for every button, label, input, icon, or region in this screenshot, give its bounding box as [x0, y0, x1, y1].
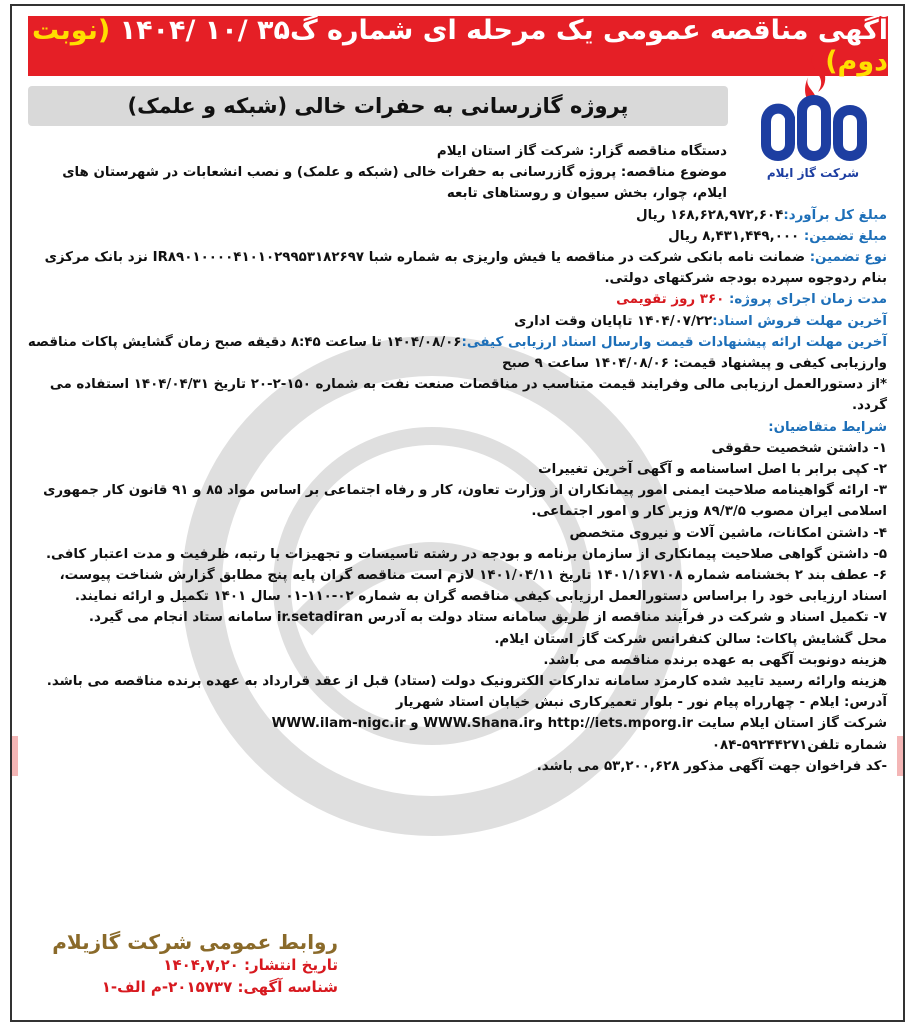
signature: روابط عمومی شرکت گازیلام — [52, 930, 338, 954]
opening-value: ۱۴۰۴/۰۸/۰۶ ساعت ۹ صبح — [501, 356, 669, 372]
condition-item: ۲- کپی برابر با اصل اساسنامه و آگهی آخرین تغییرات — [538, 462, 887, 478]
condition-item: ۴- داشتن امکانات، ماشین آلات و نیروی متخصص — [569, 525, 887, 541]
websites: شرکت گاز استان ایلام سایت http://iets.mporg.ir وWWW.Shana.ir و WWW.ilam-nigc.ir — [271, 716, 887, 732]
notice-body — [27, 141, 887, 777]
condition-item: ۶- عطف بند ۲ بخشنامه شماره ۱۴۰۱/۱۶۷۱۰۸ تاریخ ۱۴۰۱/۰۴/۱۱ لازم است مناقصه گران پایه پنج مطابق گزارش شناخت پیوست، اسناد ارزیابی خود را براساس دستورالعمل ارزیابی کیفی مناقصه گران به شماره ۰۲-۱۱۰-۰۱ سال ۱۴۰۱ تکمیل و ارائه نمایند. — [59, 568, 887, 605]
intro-block — [27, 141, 887, 205]
project-subtitle: پروژه گازرسانی به حفرات خالی (شبکه و علمک) — [127, 94, 629, 118]
guarantee-value: ۸,۴۳۱,۴۴۹,۰۰۰ ریال — [668, 228, 800, 244]
sales-deadline-label: آخرین مهلت فروش اسناد: — [712, 313, 887, 329]
logo-caption: شرکت گاز ایلام — [766, 166, 860, 180]
estimate-row — [27, 205, 887, 226]
submit-deadline-time: تا ساعت ۸:۴۵ دقیقه صبح — [214, 334, 382, 350]
subtitle-banner — [28, 86, 728, 126]
duration-row — [27, 289, 887, 310]
duration-value: ۳۶۰ روز تقویمی — [616, 292, 725, 308]
submit-deadline-label: آخرین مهلت ارائه پیشنهادات قیمت وارسال اسناد ارزیابی کیفی: — [461, 334, 887, 350]
subject: موضوع مناقصه: پروژه گازرسانی به حفرات خالی (شبکه و علمک) و نصب انشعابات در شهرستان های ایلام، چوار، بخش سیوان و روستاهای تابعه — [62, 165, 727, 202]
condition-item: ۳- ارائه گواهینامه صلاحیت ایمنی امور پیمانکاران از وزارت تعاون، کار و رفاه اجتماعی بر اساس مواد ۸۵ و ۹۱ قانون کار جمهوری اسلامی ایران مصوب ۸۹/۳/۵ وزیر کار و امور اجتماعی. — [43, 483, 887, 520]
code-value: ۵۳,۲۰۰,۶۲۸ — [603, 758, 680, 774]
estimate-value: ۱۶۸,۶۲۸,۹۷۲,۶۰۴ ریال — [635, 207, 784, 223]
left-edge-mark — [12, 736, 18, 776]
ad-cost: هزینه دونوبت آگهی به عهده برنده مناقصه می باشد. — [543, 652, 887, 668]
tender-notice — [10, 4, 905, 1022]
sales-deadline-row — [27, 311, 887, 332]
guarantee-label: مبلغ تضمین: — [803, 228, 887, 244]
organizer: دستگاه مناقصه گزار: شرکت گاز استان ایلام — [436, 144, 727, 159]
conditions-title: شرایط متقاضیان: — [768, 419, 887, 435]
fee-note: هزینه وارائه رسید تایید شده کارمزد سامانه تدارکات الکترونیک دولت (ستاد) قبل از عقد قرارداد به عهده برنده مناقصه می باشد. — [46, 674, 887, 690]
guarantee-row — [27, 226, 887, 247]
code-suffix: می باشد. — [536, 758, 600, 774]
submit-deadline-row — [27, 332, 887, 374]
opening-text: زمان گشایش پاکات مناقصه وارزیابی کیفی و پیشنهاد قیمت: — [27, 334, 887, 372]
code-label: -کد فراخوان جهت آگهی مذکور — [684, 758, 887, 774]
opening-place: محل گشایش پاکات: سالن کنفرانس شرکت گاز استان ایلام. — [494, 631, 887, 647]
round-label: (نوبت دوم) — [32, 15, 888, 77]
evaluation-note: *از دستورالعمل ارزیابی مالی وفرایند قیمت متناسب در مناقصات صنعت نفت به شماره ۱۵۰-۲-۲۰ تاریخ ۱۴۰۴/۰۴/۳۱ استفاده می گردد. — [49, 377, 887, 414]
call-code-row — [27, 756, 887, 777]
phone: شماره تلفن۵۹۲۴۴۲۷۱-۰۸۴ — [711, 737, 887, 753]
right-edge-mark — [897, 736, 903, 776]
condition-item: ۱- داشتن شخصیت حقوقی — [711, 440, 887, 456]
ad-id: شناسه آگهی: ۲۰۱۵۷۳۷-م الف-۱ — [101, 978, 338, 996]
publish-date: تاریخ انتشار: ۱۴۰۴,۷,۲۰ — [163, 956, 338, 974]
guarantee-type-label: نوع تضمین: — [809, 250, 887, 266]
condition-item: ۵- داشتن گواهی صلاحیت پیمانکاری از سازمان برنامه و بودجه در رشته تاسیسات و تجهیزات با رتبه، ظرفیت و مدت اعتبار کافی. — [45, 546, 887, 562]
submit-deadline-date: ۱۴۰۴/۰۸/۰۶ — [386, 334, 462, 350]
estimate-label: مبلغ کل برآورد: — [783, 207, 887, 223]
notice-title: آگهی مناقصه عمومی یک مرحله ای شماره گ۳۵ /۱۰ /۱۴۰۴ (نوبت دوم) — [32, 15, 888, 77]
guarantee-type-text: ضمانت نامه بانکی شرکت در مناقصه یا فیش واریزی به شماره شبا IR۸۹۰۱۰۰۰۰۴۱۰۱۰۲۹۹۵۳۱۸۲۶۹۷ نزد بانک مرکزی بنام ردوجوه سپرده بودجه شرکتهای دولتی. — [44, 250, 887, 287]
footer-block — [38, 930, 338, 998]
guarantee-type-row — [27, 247, 887, 289]
sales-deadline-value: ۱۴۰۴/۰۷/۲۲ تاپایان وقت اداری — [514, 313, 713, 329]
address: آدرس: ایلام - چهارراه پیام نور - بلوار تعمیرکاری نبش خیابان استاد شهریار — [395, 695, 887, 711]
condition-item: ۷- تکمیل اسناد و شرکت در فرآیند مناقصه از طریق سامانه ستاد دولت به آدرس ir.setadiran سامانه ستاد انجام می گیرد. — [88, 610, 887, 626]
duration-label: مدت زمان اجرای پروژه: — [728, 292, 887, 308]
